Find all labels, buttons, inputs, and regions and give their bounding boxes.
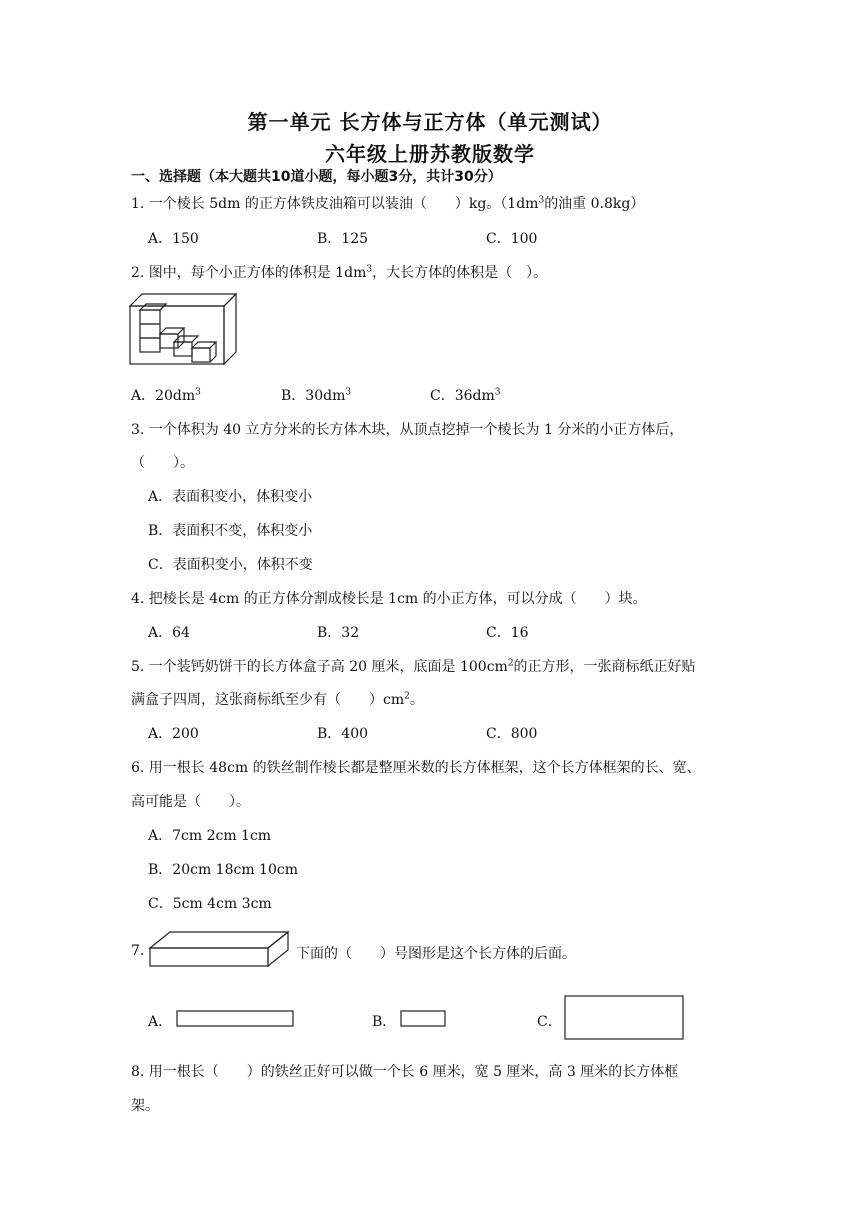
page-subtitle: 六年级上册苏教版数学 <box>325 142 535 166</box>
q5-option-a: A．200 <box>148 726 199 742</box>
q7-option-b-rectangle <box>400 1010 446 1028</box>
q7-option-a: A． <box>148 1014 173 1030</box>
question-5-stem: 5. 一个装钙奶饼干的长方体盒子高 20 厘米，底面是 $100cm^2$的正方形，一张商标纸正好贴 <box>131 658 696 675</box>
q3-option-c: C．表面积变小，体积不变 <box>148 557 313 573</box>
q6-option-a: A．7cm 2cm 1cm <box>148 828 272 844</box>
question-6-stem-cont: 高可能是（ ）。 <box>131 794 250 810</box>
q5-option-b: B．400 <box>317 726 369 742</box>
q7-option-c-rectangle <box>564 995 684 1041</box>
question-5-stem-cont: 满盒子四周，这张商标纸至少有（ ）$cm^2$。 <box>131 691 424 708</box>
q2-option-a: A．$20dm^3$ <box>131 387 201 404</box>
question-7-number: 7. <box>131 943 145 959</box>
flat-cuboid-figure <box>148 930 290 968</box>
question-7-stem: 下面的（ ）号图形是这个长方体的后面。 <box>296 946 576 962</box>
q5-option-c: C．800 <box>486 726 538 742</box>
q6-option-c: C．5cm 4cm 3cm <box>148 896 272 912</box>
q3-option-b: B．表面积不变，体积变小 <box>148 523 313 539</box>
q6-option-b: B．20cm 18cm 10cm <box>148 862 298 878</box>
question-4-stem: 4. 把棱长是 4cm 的正方体分割成棱长是 1cm 的小正方体，可以分成（ ）块。 <box>131 591 647 607</box>
cuboid-cubes-figure <box>130 294 240 368</box>
q7-option-a-rectangle <box>176 1010 294 1028</box>
q1-option-a: A．150 <box>148 231 199 247</box>
question-8-stem-cont: 架。 <box>131 1098 159 1114</box>
q1-option-c: C．100 <box>486 231 538 247</box>
q2-option-b: B．$30dm^3$ <box>281 387 352 404</box>
q3-option-a: A．表面积变小，体积变小 <box>148 489 313 505</box>
q7-option-b: B． <box>372 1014 397 1030</box>
section-heading: 一、选择题（本大题共10道小题，每小题3分，共计30分） <box>131 169 502 185</box>
q7-option-c: C． <box>537 1014 562 1030</box>
question-3-stem: 3. 一个体积为 40 立方分米的长方体木块，从顶点挖掉一个棱长为 1 分米的小正方体后， <box>131 422 684 438</box>
q2-option-c: C．$36dm^3$ <box>430 387 501 404</box>
q4-option-b: B．32 <box>317 625 360 641</box>
question-8-stem: 8. 用一根长（ ）的铁丝正好可以做一个长 6 厘米，宽 5 厘米，高 3 厘米的长方体框 <box>131 1064 679 1080</box>
question-2-stem: 2. 图中，每个小正方体的体积是 $1dm^3$，大长方体的体积是（ ）。 <box>131 264 548 281</box>
q4-option-c: C．16 <box>486 625 529 641</box>
question-1-stem: 1. 一个棱长 5dm 的正方体铁皮油箱可以装油（ ）kg。（$1dm^3$的油重 0.8kg） <box>131 195 645 212</box>
question-3-stem-cont: （ ）。 <box>131 455 194 471</box>
page-title: 第一单元 长方体与正方体（单元测试） <box>247 110 613 134</box>
q4-option-a: A．64 <box>148 625 190 641</box>
question-6-stem: 6. 用一根长 48cm 的铁丝制作棱长都是整厘米数的长方体框架，这个长方体框架的长、宽、 <box>131 760 701 776</box>
q1-option-b: B．125 <box>317 231 369 247</box>
